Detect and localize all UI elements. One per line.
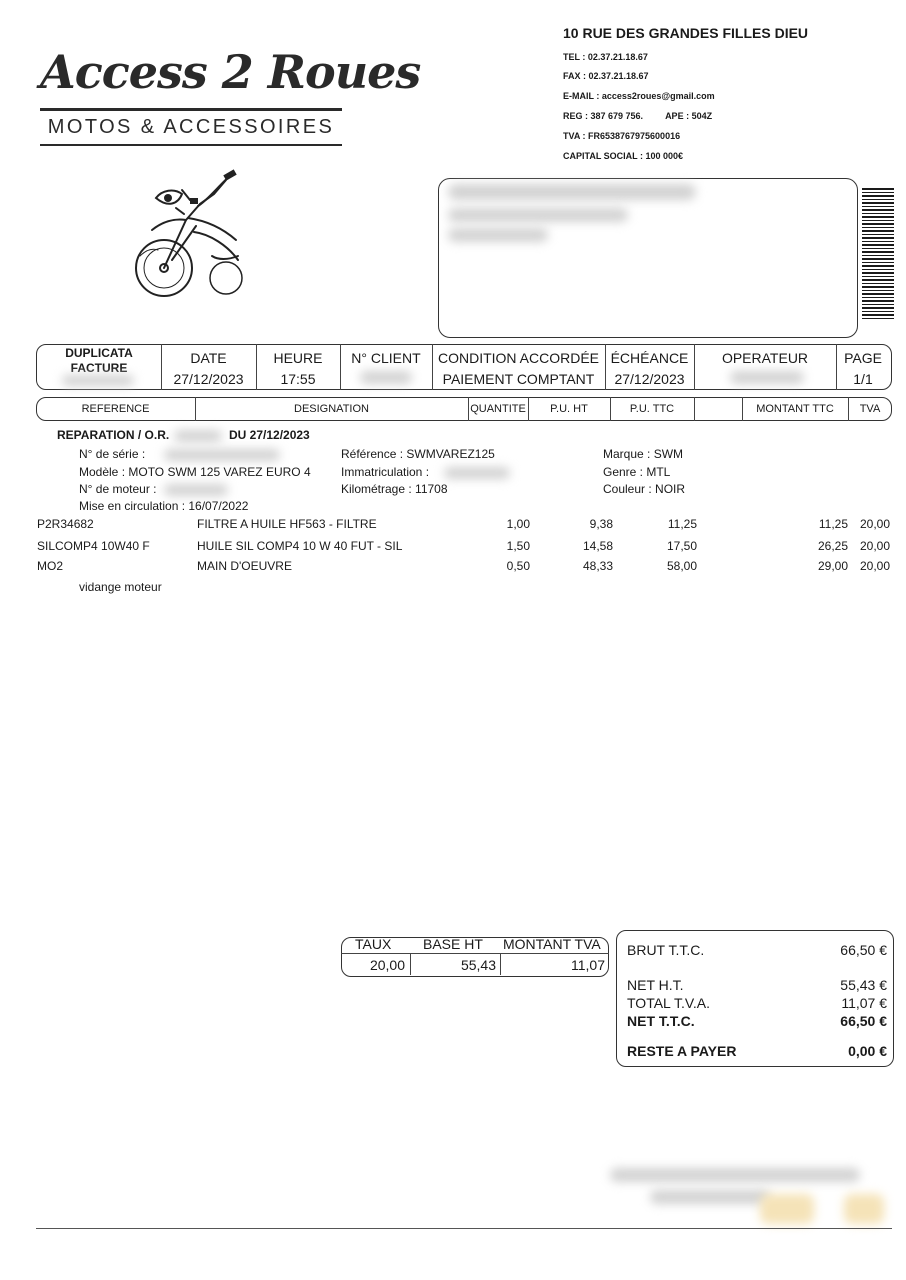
line-pu-ttc: 17,50 <box>666 539 697 553</box>
line-pu-ht: 14,58 <box>582 539 613 553</box>
redacted-serial <box>164 449 280 461</box>
tax-header-rule <box>341 953 609 954</box>
logo-rule-top <box>40 108 342 111</box>
vehicle-registration-label: Immatriculation : <box>341 465 430 479</box>
col-tva: TVA <box>859 403 881 415</box>
vehicle-model: Modèle : MOTO SWM 125 VAREZ EURO 4 <box>79 465 311 479</box>
redacted-stamp <box>760 1194 814 1224</box>
motorcycle-illustration <box>128 160 254 306</box>
col-reference: REFERENCE <box>81 403 150 415</box>
vehicle-reference: Référence : SWMVAREZ125 <box>341 447 495 461</box>
logo-title: Access 2 Roues <box>40 45 421 99</box>
company-tva: TVA : FR6538767975600016 <box>563 131 681 141</box>
repair-date: DU 27/12/2023 <box>229 428 310 442</box>
line-tva: 20,00 <box>859 539 890 553</box>
brut-ttc-value: 66,50 € <box>840 942 887 958</box>
vehicle-engine-label: N° de moteur : <box>79 482 157 496</box>
brut-ttc-label: BRUT T.T.C. <box>627 942 705 958</box>
logo-rule-bottom <box>40 144 342 146</box>
vehicle-brand: Marque : SWM <box>603 447 684 461</box>
company-tel: TEL : 02.37.21.18.67 <box>563 52 648 62</box>
redacted-invoice-number <box>62 375 134 386</box>
redacted-engine-number <box>164 484 228 496</box>
vehicle-color: Couleur : NOIR <box>603 482 686 496</box>
vehicle-mileage: Kilométrage : 11708 <box>341 482 448 496</box>
echeance-value: 27/12/2023 <box>614 371 685 387</box>
col-quantite: QUANTITE <box>470 403 526 415</box>
line-designation: FILTRE A HUILE HF563 - FILTRE <box>197 517 377 531</box>
reste-a-payer-value: 0,00 € <box>848 1043 887 1059</box>
redacted-address-line <box>448 208 628 222</box>
redacted-registration <box>444 467 510 479</box>
tax-base-value: 55,43 <box>460 957 496 973</box>
condition-label: CONDITION ACCORDÉE <box>437 350 599 366</box>
doc-type-facture: FACTURE <box>70 361 128 375</box>
line-qty: 0,50 <box>506 559 530 573</box>
col-pu-ht: P.U. HT <box>550 403 588 415</box>
vehicle-genre: Genre : MTL <box>603 465 671 479</box>
date-value: 27/12/2023 <box>173 371 244 387</box>
line-montant: 26,25 <box>817 539 848 553</box>
customer-address-box <box>438 178 858 338</box>
redacted-client-number <box>360 371 412 384</box>
line-tva: 20,00 <box>859 559 890 573</box>
line-pu-ttc: 11,25 <box>667 517 697 531</box>
tax-taux-label: TAUX <box>355 936 392 952</box>
date-label: DATE <box>190 350 227 366</box>
page-value: 1/1 <box>853 371 873 387</box>
heure-value: 17:55 <box>280 371 316 387</box>
company-ape: APE : 504Z <box>665 111 713 121</box>
reste-a-payer-label: RESTE A PAYER <box>627 1043 737 1059</box>
line-montant: 29,00 <box>817 559 848 573</box>
line-pu-ttc: 58,00 <box>666 559 697 573</box>
barcode <box>862 188 894 320</box>
col-montant-ttc: MONTANT TTC <box>756 403 834 415</box>
condition-value: PAIEMENT COMPTANT <box>442 371 595 387</box>
doc-type-duplicata: DUPLICATA <box>65 346 133 360</box>
line-designation: MAIN D'OEUVRE <box>197 559 292 573</box>
tax-divider <box>500 953 501 975</box>
redacted-address-line <box>448 184 696 200</box>
net-ht-value: 55,43 € <box>840 977 887 993</box>
repair-title: REPARATION / O.R. <box>57 428 170 442</box>
net-ht-label: NET H.T. <box>627 977 684 993</box>
tax-divider <box>410 953 411 975</box>
operateur-label: OPERATEUR <box>721 350 809 366</box>
line-note: vidange moteur <box>79 580 162 594</box>
echeance-label: ÉCHÉANCE <box>610 350 689 366</box>
line-ref: SILCOMP4 10W40 F <box>37 539 150 553</box>
line-qty: 1,00 <box>506 517 530 531</box>
line-qty: 1,50 <box>506 539 530 553</box>
company-fax: FAX : 02.37.21.18.67 <box>563 71 649 81</box>
redacted-or-number <box>174 430 222 442</box>
client-label: N° CLIENT <box>351 350 421 366</box>
line-pu-ht: 48,33 <box>582 559 613 573</box>
tax-base-label: BASE HT <box>423 936 483 952</box>
company-reg-ape <box>563 111 712 121</box>
redacted-operator <box>730 371 804 384</box>
column-divider <box>694 397 695 421</box>
company-email: E-MAIL : access2roues@gmail.com <box>563 91 715 101</box>
net-ttc-label: NET T.T.C. <box>627 1013 695 1029</box>
total-tva-value: 11,07 € <box>841 995 887 1011</box>
line-ref: P2R34682 <box>37 517 94 531</box>
line-pu-ht: 9,38 <box>589 517 613 531</box>
company-reg: REG : 387 679 756. <box>563 111 644 121</box>
heure-label: HEURE <box>273 350 323 366</box>
total-tva-label: TOTAL T.V.A. <box>627 995 711 1011</box>
col-pu-ttc: P.U. TTC <box>629 403 675 415</box>
footer-rule <box>36 1228 892 1229</box>
company-street: 10 RUE DES GRANDES FILLES DIEU <box>563 25 809 41</box>
net-ttc-value: 66,50 € <box>840 1013 887 1029</box>
page-label: PAGE <box>844 350 882 366</box>
tax-montant-label: MONTANT TVA <box>503 936 601 952</box>
line-designation: HUILE SIL COMP4 10 W 40 FUT - SIL <box>197 539 403 553</box>
tax-montant-value: 11,07 <box>571 957 605 973</box>
vehicle-first-registration: Mise en circulation : 16/07/2022 <box>79 499 249 513</box>
redacted-address-line <box>448 228 548 242</box>
redacted-footer-text <box>650 1190 770 1204</box>
redacted-stamp <box>844 1194 884 1224</box>
tax-taux-value: 20,00 <box>369 957 405 973</box>
line-ref: MO2 <box>37 559 64 573</box>
vehicle-serial-label: N° de série : <box>79 447 146 461</box>
line-tva: 20,00 <box>859 517 890 531</box>
col-designation: DESIGNATION <box>294 403 369 415</box>
company-capital: CAPITAL SOCIAL : 100 000€ <box>563 151 684 161</box>
redacted-footer-text <box>610 1168 860 1182</box>
logo-subtitle: MOTOS & ACCESSOIRES <box>47 116 335 138</box>
line-montant: 11,25 <box>818 517 848 531</box>
